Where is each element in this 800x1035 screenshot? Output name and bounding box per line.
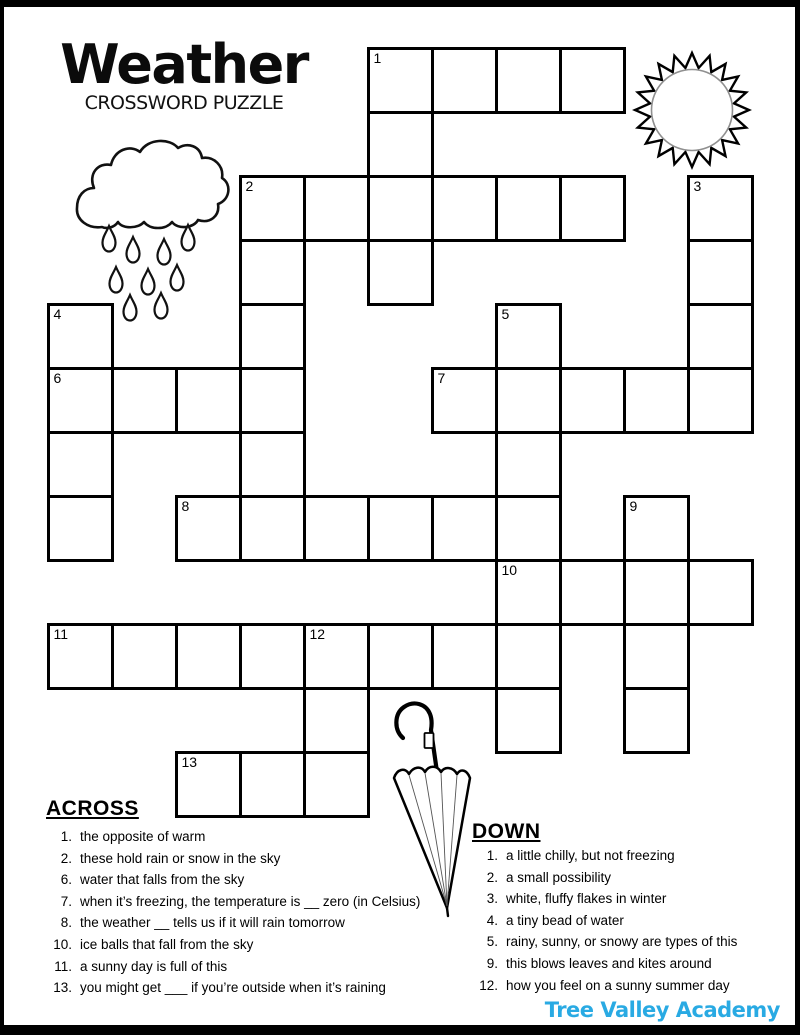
- grid-cell[interactable]: [47, 431, 114, 498]
- clue-number: 4.: [486, 912, 498, 928]
- grid-cell[interactable]: [623, 623, 690, 690]
- grid-cell[interactable]: [431, 47, 498, 114]
- clue-text: a tiny bead of water: [506, 912, 624, 928]
- clue-text: a little chilly, but not freezing: [506, 848, 675, 863]
- clue-text: ice balls that fall from the sky: [80, 936, 254, 952]
- grid-cell[interactable]: [111, 623, 178, 690]
- grid-cell[interactable]: [559, 367, 626, 434]
- grid-cell[interactable]: [623, 495, 690, 562]
- clue-item: [46, 934, 470, 956]
- title-block: [58, 33, 310, 114]
- grid-cell[interactable]: [303, 175, 370, 242]
- clue-text: these hold rain or snow in the sky: [80, 850, 281, 866]
- grid-cell[interactable]: [47, 495, 114, 562]
- clue-number: 6.: [60, 872, 72, 888]
- grid-cell[interactable]: [111, 367, 178, 434]
- grid-cell[interactable]: [495, 623, 562, 690]
- cell-number: 11: [53, 625, 69, 642]
- clue-text: water that falls from the sky: [80, 872, 245, 888]
- cell-number: 13: [181, 753, 198, 770]
- grid-cell[interactable]: [303, 495, 370, 562]
- clue-item: [46, 956, 470, 978]
- grid-cell[interactable]: [175, 495, 242, 562]
- grid-cell[interactable]: [367, 47, 434, 114]
- clue-number: 12.: [479, 977, 498, 993]
- grid-cell[interactable]: [367, 495, 434, 562]
- clue-item: [46, 912, 470, 934]
- grid-cell[interactable]: [495, 303, 562, 370]
- down-clues-section: [472, 822, 782, 996]
- clue-item: [472, 953, 782, 975]
- grid-cell[interactable]: [495, 367, 562, 434]
- page-title: Weather: [60, 33, 308, 96]
- cell-number: 10: [501, 561, 518, 578]
- grid-cell[interactable]: [431, 495, 498, 562]
- clue-item: [46, 869, 470, 891]
- clue-item: [472, 867, 782, 889]
- cell-number: 2: [245, 177, 254, 194]
- clue-item: [46, 977, 470, 999]
- grid-cell[interactable]: [495, 47, 562, 114]
- clue-number: 7.: [60, 893, 72, 909]
- clue-text: white, fluffy flakes in winter: [506, 891, 667, 907]
- clue-number: 2.: [486, 869, 498, 885]
- grid-cell[interactable]: [47, 367, 114, 434]
- grid-cell[interactable]: [303, 687, 370, 754]
- cell-number: 4: [53, 305, 62, 322]
- grid-cell[interactable]: [239, 431, 306, 498]
- grid-cell[interactable]: [495, 431, 562, 498]
- cell-number: 8: [181, 497, 190, 514]
- grid-cell[interactable]: [367, 111, 434, 178]
- clue-text: this blows leaves and kites around: [506, 955, 712, 971]
- grid-cell[interactable]: [559, 175, 626, 242]
- grid-cell[interactable]: [239, 175, 306, 242]
- grid-cell[interactable]: [175, 367, 242, 434]
- grid-cell[interactable]: [431, 367, 498, 434]
- down-heading: DOWN: [472, 820, 541, 843]
- clue-number: 1.: [60, 829, 72, 844]
- grid-cell[interactable]: [367, 239, 434, 306]
- clue-text: a small possibility: [506, 869, 612, 885]
- clue-number: 9.: [486, 955, 498, 971]
- grid-cell[interactable]: [495, 687, 562, 754]
- cell-number: 5: [501, 305, 510, 322]
- cell-number: 7: [437, 369, 446, 386]
- cell-number: 9: [629, 497, 638, 514]
- grid-cell[interactable]: [239, 623, 306, 690]
- grid-cell[interactable]: [47, 623, 114, 690]
- grid-cell[interactable]: [239, 495, 306, 562]
- grid-cell[interactable]: [623, 559, 690, 626]
- grid-cell[interactable]: [431, 623, 498, 690]
- grid-cell[interactable]: [495, 559, 562, 626]
- grid-cell[interactable]: [431, 175, 498, 242]
- sun-icon: [632, 50, 752, 170]
- grid-cell[interactable]: [559, 47, 626, 114]
- grid-cell[interactable]: [239, 367, 306, 434]
- clue-item: [472, 975, 782, 997]
- across-clues-section: [46, 799, 470, 999]
- brand-logo-text: Tree Valley Academy: [544, 998, 780, 1022]
- grid-cell[interactable]: [303, 623, 370, 690]
- clue-number: 11.: [54, 958, 72, 974]
- grid-cell[interactable]: [367, 623, 434, 690]
- cell-number: 3: [693, 177, 702, 194]
- clue-item: [472, 845, 782, 867]
- grid-cell[interactable]: [687, 303, 754, 370]
- raindrops: [103, 225, 195, 321]
- clue-text: when it’s freezing, the temperature is __ zero (in Celsius): [80, 893, 421, 909]
- clue-text: how you feel on a sunny summer day: [506, 977, 730, 993]
- clue-number: 8.: [60, 915, 72, 931]
- page-subtitle: CROSSWORD PUZZLE: [84, 92, 284, 114]
- grid-cell[interactable]: [687, 239, 754, 306]
- grid-cell[interactable]: [495, 495, 562, 562]
- grid-cell[interactable]: [175, 623, 242, 690]
- clue-number: 2.: [60, 850, 72, 866]
- grid-cell[interactable]: [47, 303, 114, 370]
- clue-item: [472, 910, 782, 932]
- across-heading: ACROSS: [46, 797, 139, 820]
- clue-text: a sunny day is full of this: [80, 958, 228, 974]
- down-clue-list: [472, 845, 782, 996]
- clue-text: the opposite of warm: [80, 829, 206, 844]
- grid-cell[interactable]: [687, 559, 754, 626]
- clue-item: [46, 826, 470, 848]
- across-clue-list: [46, 826, 470, 999]
- clue-text: rainy, sunny, or snowy are types of this: [506, 934, 738, 950]
- grid-cell[interactable]: [239, 303, 306, 370]
- grid-cell[interactable]: [623, 367, 690, 434]
- cell-number: 1: [373, 49, 382, 66]
- grid-cell[interactable]: [559, 559, 626, 626]
- clue-number: 3.: [486, 891, 498, 907]
- clue-item: [472, 888, 782, 910]
- clue-item: [46, 848, 470, 870]
- clue-number: 5.: [486, 934, 498, 950]
- grid-cell[interactable]: [687, 367, 754, 434]
- clue-number: 10.: [53, 936, 72, 952]
- cell-number: 12: [309, 625, 326, 642]
- clue-text: the weather __ tells us if it will rain tomorrow: [80, 915, 345, 931]
- clue-text: you might get ___ if you’re outside when it’s raining: [80, 980, 386, 996]
- grid-cell[interactable]: [623, 687, 690, 754]
- grid-cell[interactable]: [367, 175, 434, 242]
- clue-number: 1.: [486, 848, 498, 863]
- clue-item: [472, 931, 782, 953]
- clue-item: [46, 891, 470, 913]
- grid-cell[interactable]: [239, 239, 306, 306]
- cell-number: 6: [53, 369, 62, 386]
- grid-cell[interactable]: [687, 175, 754, 242]
- clue-number: 13.: [53, 980, 72, 996]
- grid-cell[interactable]: [495, 175, 562, 242]
